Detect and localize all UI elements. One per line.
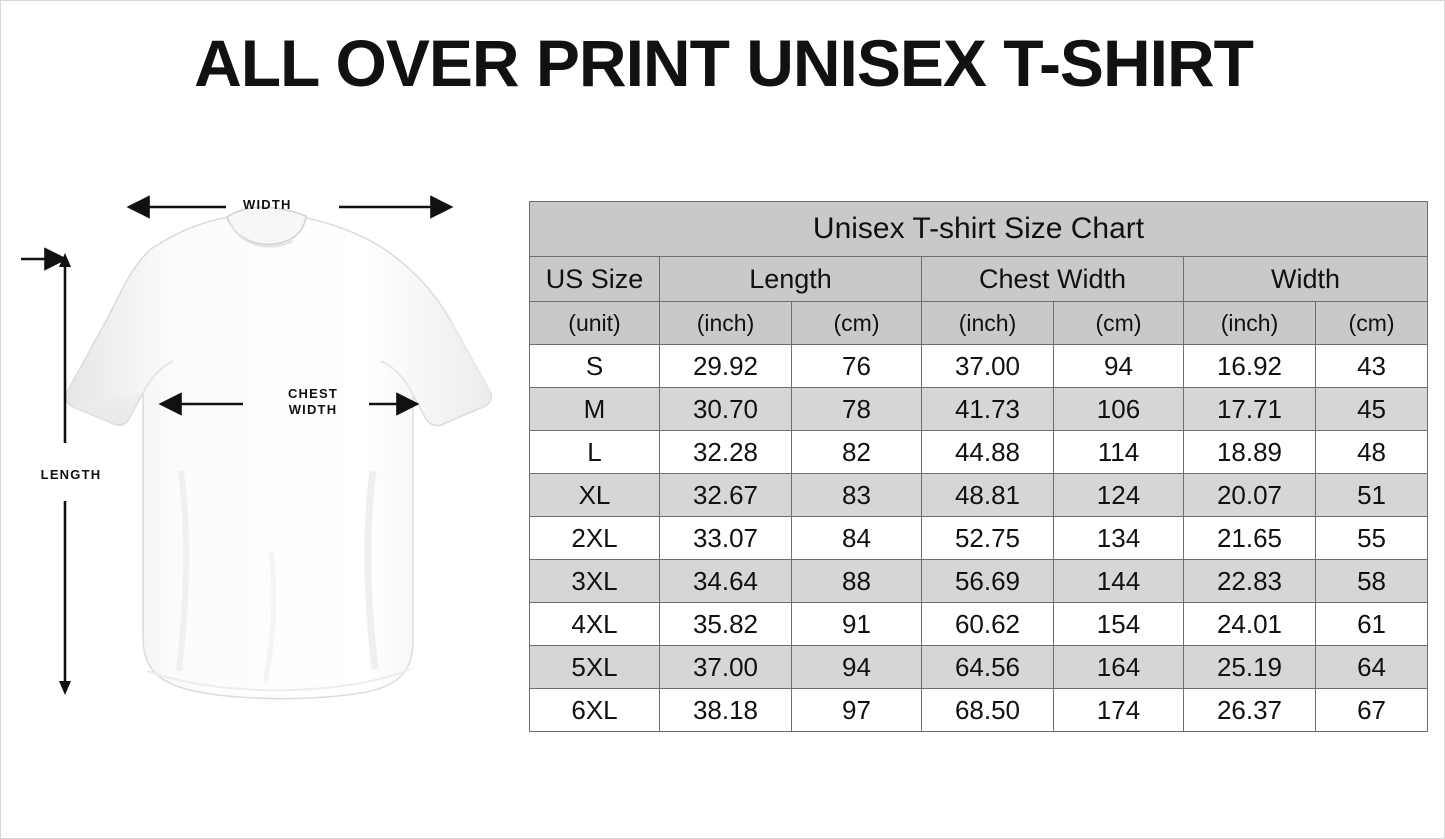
table-unit-header-row [530,302,1428,345]
cell-us-size: 2XL [530,517,660,560]
cell-value: 51 [1316,474,1428,517]
table-row [530,517,1428,560]
length-label: LENGTH [40,467,102,482]
table-row [530,345,1428,388]
cell-value: 106 [1054,388,1184,431]
size-chart-table-container [529,201,1427,732]
width-label: WIDTH [243,197,292,212]
cell-value: 16.92 [1184,345,1316,388]
tshirt-illustration [21,171,501,761]
table-caption-row [530,202,1428,257]
table-caption: Unisex T-shirt Size Chart [530,202,1428,257]
table-row [530,603,1428,646]
cell-us-size: L [530,431,660,474]
cell-us-size: S [530,345,660,388]
measurement-arrows [21,171,501,761]
unit-length-inch: (inch) [660,302,792,345]
cell-us-size: 5XL [530,646,660,689]
cell-us-size: XL [530,474,660,517]
unit-length-cm: (cm) [792,302,922,345]
cell-value: 134 [1054,517,1184,560]
cell-value: 68.50 [922,689,1054,732]
cell-us-size: 3XL [530,560,660,603]
cell-value: 33.07 [660,517,792,560]
unit-chest-inch: (inch) [922,302,1054,345]
cell-value: 60.62 [922,603,1054,646]
header-width: Width [1184,257,1428,302]
cell-value: 52.75 [922,517,1054,560]
cell-value: 22.83 [1184,560,1316,603]
cell-value: 48 [1316,431,1428,474]
header-chest-width: Chest Width [922,257,1184,302]
cell-value: 48.81 [922,474,1054,517]
cell-value: 35.82 [660,603,792,646]
cell-value: 56.69 [922,560,1054,603]
cell-us-size: 4XL [530,603,660,646]
table-row [530,474,1428,517]
table-row [530,388,1428,431]
cell-value: 64 [1316,646,1428,689]
cell-value: 45 [1316,388,1428,431]
cell-value: 67 [1316,689,1428,732]
chest-width-label-line1: CHEST [287,386,339,401]
unit-width-inch: (inch) [1184,302,1316,345]
cell-value: 97 [792,689,922,732]
cell-value: 18.89 [1184,431,1316,474]
unit-width-cm: (cm) [1316,302,1428,345]
cell-value: 91 [792,603,922,646]
cell-value: 124 [1054,474,1184,517]
cell-value: 164 [1054,646,1184,689]
table-row [530,560,1428,603]
cell-us-size: M [530,388,660,431]
cell-value: 94 [792,646,922,689]
cell-value: 144 [1054,560,1184,603]
chest-width-label-line2: WIDTH [288,402,338,418]
size-chart-table [529,201,1428,732]
cell-value: 114 [1054,431,1184,474]
cell-value: 20.07 [1184,474,1316,517]
cell-value: 88 [792,560,922,603]
cell-value: 29.92 [660,345,792,388]
cell-value: 37.00 [660,646,792,689]
unit-us-size: (unit) [530,302,660,345]
cell-value: 44.88 [922,431,1054,474]
cell-value: 32.67 [660,474,792,517]
chest-width-label [253,386,373,419]
cell-value: 174 [1054,689,1184,732]
cell-value: 41.73 [922,388,1054,431]
cell-value: 21.65 [1184,517,1316,560]
cell-value: 38.18 [660,689,792,732]
cell-value: 64.56 [922,646,1054,689]
table-row [530,689,1428,732]
table-group-header-row [530,257,1428,302]
cell-value: 34.64 [660,560,792,603]
cell-value: 61 [1316,603,1428,646]
cell-value: 25.19 [1184,646,1316,689]
cell-value: 32.28 [660,431,792,474]
cell-value: 58 [1316,560,1428,603]
cell-value: 43 [1316,345,1428,388]
cell-us-size: 6XL [530,689,660,732]
cell-value: 154 [1054,603,1184,646]
cell-value: 24.01 [1184,603,1316,646]
cell-value: 37.00 [922,345,1054,388]
table-row [530,431,1428,474]
cell-value: 84 [792,517,922,560]
cell-value: 30.70 [660,388,792,431]
cell-value: 83 [792,474,922,517]
table-row [530,646,1428,689]
cell-value: 76 [792,345,922,388]
cell-value: 55 [1316,517,1428,560]
header-length: Length [660,257,922,302]
cell-value: 17.71 [1184,388,1316,431]
unit-chest-cm: (cm) [1054,302,1184,345]
cell-value: 78 [792,388,922,431]
cell-value: 94 [1054,345,1184,388]
cell-value: 26.37 [1184,689,1316,732]
cell-value: 82 [792,431,922,474]
header-us-size: US Size [530,257,660,302]
page-title: ALL OVER PRINT UNISEX T-SHIRT [194,26,1253,100]
